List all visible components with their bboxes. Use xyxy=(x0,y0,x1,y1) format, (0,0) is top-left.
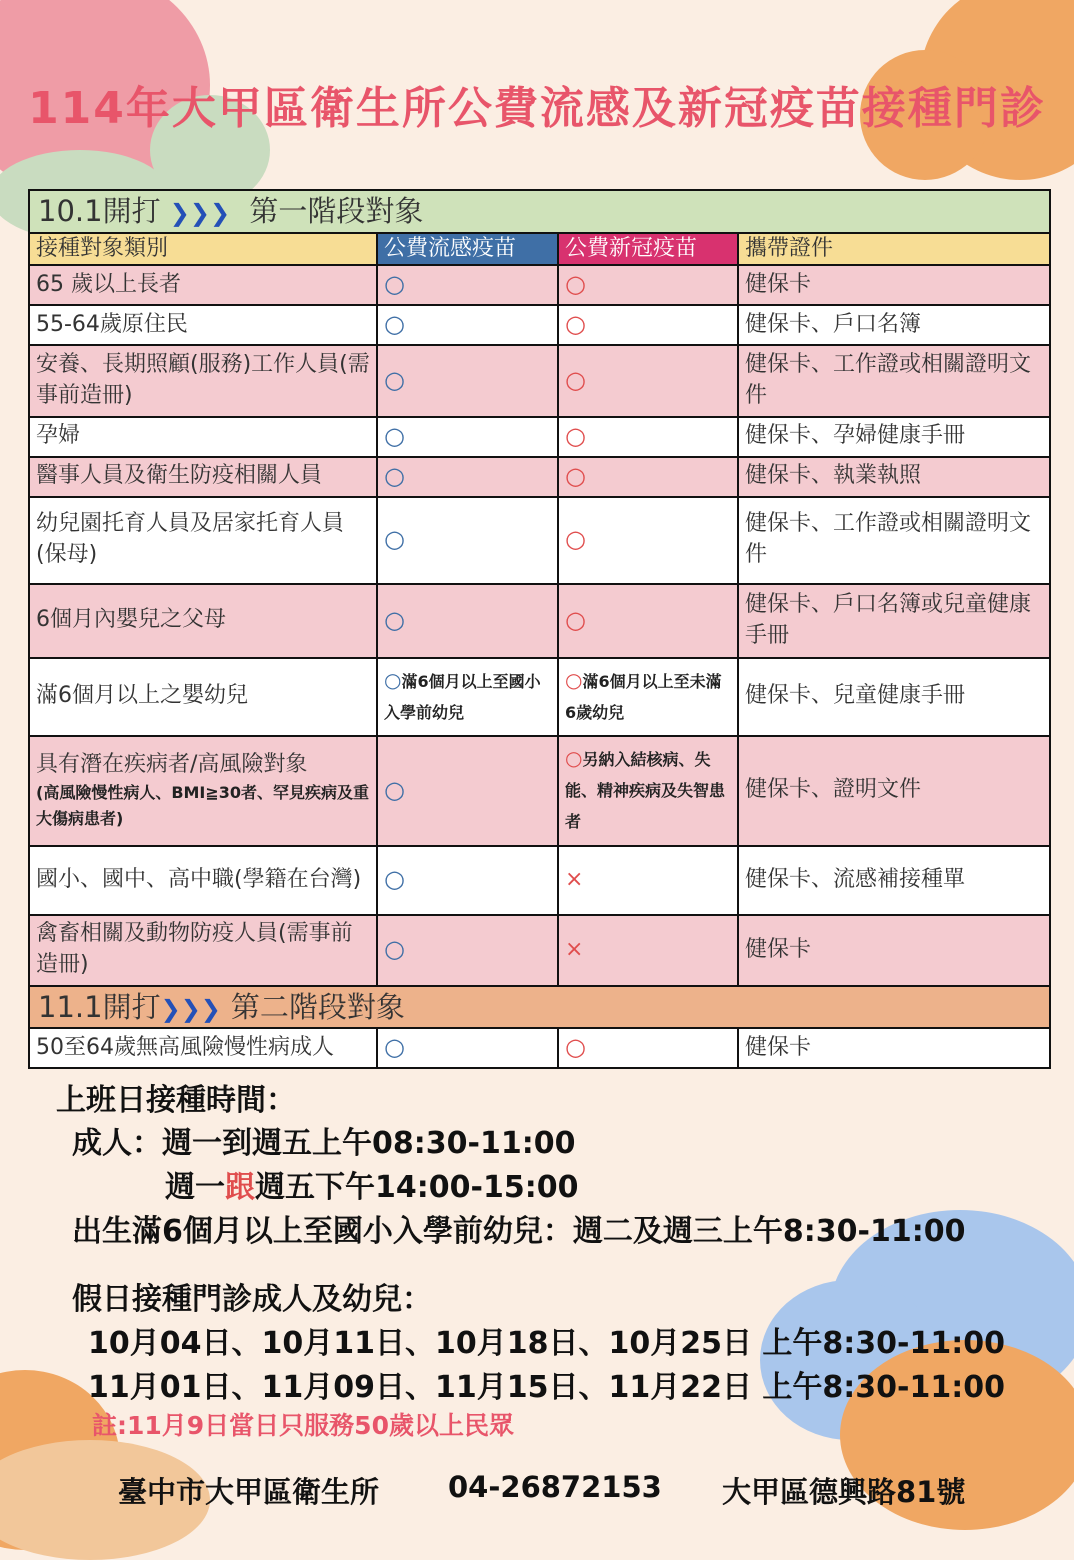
flu-cell xyxy=(377,1028,558,1068)
documents-cell: 健保卡、流感補接種單 xyxy=(738,846,1050,915)
documents-cell: 健保卡 xyxy=(738,1028,1050,1068)
flu-cell xyxy=(377,584,558,658)
flu-eligible-mark: ○ xyxy=(384,525,405,554)
category-label: 安養、長期照顧(服務)工作人員(需事前造冊) xyxy=(36,352,370,408)
flu-cell xyxy=(377,736,558,846)
flu-cell xyxy=(377,345,558,417)
table-row xyxy=(29,345,1050,417)
header-documents: 攜帶證件 xyxy=(738,233,1050,266)
category-cell xyxy=(29,345,377,417)
stage2-cell xyxy=(29,986,1050,1029)
covid-cell xyxy=(558,736,738,846)
covid-ineligible-mark: × xyxy=(565,936,584,962)
covid-note: 滿6個月以上至未滿6歲幼兒 xyxy=(565,671,722,722)
stage1-header-row xyxy=(29,190,1050,233)
table-row xyxy=(29,305,1050,345)
covid-cell xyxy=(558,305,738,345)
documents-cell: 健保卡、工作證或相關證明文件 xyxy=(738,497,1050,584)
covid-cell xyxy=(558,265,738,305)
header-covid-vaccine: 公費新冠疫苗 xyxy=(558,233,738,266)
documents-cell: 健保卡、兒童健康手冊 xyxy=(738,658,1050,736)
adult-label: 成人： xyxy=(72,1126,162,1161)
category-label: 55-64歲原住民 xyxy=(36,311,188,337)
covid-eligible-mark: ○ xyxy=(565,605,586,634)
table-row xyxy=(29,417,1050,457)
adult-time-2a: 週一 xyxy=(165,1170,225,1205)
covid-cell xyxy=(558,915,738,986)
category-cell xyxy=(29,305,377,345)
table-row xyxy=(29,497,1050,584)
flu-eligible-mark: ○ xyxy=(384,865,405,894)
category-cell xyxy=(29,457,377,497)
covid-cell xyxy=(558,1028,738,1068)
table-row xyxy=(29,584,1050,658)
table-row xyxy=(29,846,1050,915)
stage2-header-row xyxy=(29,986,1050,1029)
covid-eligible-mark: ○ xyxy=(565,667,583,692)
documents-cell: 健保卡 xyxy=(738,265,1050,305)
adult-time-2b: 跟 xyxy=(225,1170,255,1205)
covid-cell xyxy=(558,584,738,658)
footer-phone: 04-26872153 xyxy=(448,1470,662,1504)
stage2-date: 11.1開打 xyxy=(38,989,161,1024)
documents-cell: 健保卡、工作證或相關證明文件 xyxy=(738,345,1050,417)
flu-eligible-mark: ○ xyxy=(384,605,405,634)
flu-eligible-mark: ○ xyxy=(384,461,405,490)
covid-cell xyxy=(558,846,738,915)
flu-note: 滿6個月以上至國小入學前幼兒 xyxy=(384,671,541,722)
category-label: 50至64歲無高風險慢性病成人 xyxy=(36,1034,334,1060)
holiday-note: 註:11月9日當日只服務50歲以上民眾 xyxy=(92,1411,514,1440)
category-cell xyxy=(29,584,377,658)
documents-cell: 健保卡、執業執照 xyxy=(738,457,1050,497)
covid-cell xyxy=(558,497,738,584)
page-title: 114年大甲區衛生所公費流感及新冠疫苗接種門診 xyxy=(28,83,1046,134)
flu-eligible-mark: ○ xyxy=(384,421,405,450)
covid-note: 另納入結核病、失能、精神疾病及失智患者 xyxy=(565,750,726,831)
flu-eligible-mark: ○ xyxy=(384,667,402,692)
adult-time-1: 週一到週五上午08:30-11:00 xyxy=(162,1126,576,1161)
category-note: (高風險慢性病人、BMI≧30者、罕見疾病及重大傷病患者) xyxy=(36,783,370,828)
category-label: 醫事人員及衛生防疫相關人員 xyxy=(36,463,323,489)
flu-cell xyxy=(377,497,558,584)
header-category: 接種對象類別 xyxy=(29,233,377,266)
footer-address: 大甲區德興路81號 xyxy=(722,1475,966,1509)
child-schedule-line: 出生滿6個月以上至國小入學前幼兒：週二及週三上午8:30-11:00 xyxy=(72,1214,966,1249)
flu-eligible-mark: ○ xyxy=(384,270,405,299)
category-label: 6個月內嬰兒之父母 xyxy=(36,607,226,633)
vaccine-eligibility-table xyxy=(28,189,1051,1069)
category-label: 具有潛在疾病者/高風險對象 xyxy=(36,751,308,777)
flu-cell xyxy=(377,457,558,497)
category-label: 孕婦 xyxy=(36,423,81,449)
flu-eligible-mark: ○ xyxy=(384,1033,405,1062)
flu-cell xyxy=(377,658,558,736)
category-cell xyxy=(29,1028,377,1068)
flu-eligible-mark: ○ xyxy=(384,310,405,339)
category-cell xyxy=(29,736,377,846)
holiday-dates-november: 11月01日、11月09日、11月15日、11月22日 上午8:30-11:00 xyxy=(88,1370,1005,1405)
covid-eligible-mark: ○ xyxy=(565,1033,586,1062)
category-label: 滿6個月以上之嬰幼兒 xyxy=(36,683,248,709)
covid-eligible-mark: ○ xyxy=(565,270,586,299)
header-flu-vaccine: 公費流感疫苗 xyxy=(377,233,558,266)
category-cell xyxy=(29,265,377,305)
flu-eligible-mark: ○ xyxy=(384,775,405,804)
category-cell xyxy=(29,915,377,986)
adult-schedule-line2 xyxy=(165,1162,578,1206)
flu-cell xyxy=(377,305,558,345)
table-row xyxy=(29,736,1050,846)
flu-cell xyxy=(377,417,558,457)
flu-cell xyxy=(377,846,558,915)
stage1-arrows-icon: ❯❯❯ xyxy=(169,199,231,227)
documents-cell: 健保卡 xyxy=(738,915,1050,986)
category-label: 65 歲以上長者 xyxy=(36,271,181,297)
category-label: 幼兒園托育人員及居家托育人員(保母) xyxy=(36,511,345,568)
stage1-date: 10.1開打 xyxy=(38,194,161,228)
table-row xyxy=(29,1028,1050,1068)
category-cell xyxy=(29,846,377,915)
covid-eligible-mark: ○ xyxy=(565,366,586,395)
covid-cell xyxy=(558,417,738,457)
footer-clinic-name: 臺中市大甲區衛生所 xyxy=(118,1475,380,1509)
documents-cell: 健保卡、孕婦健康手冊 xyxy=(738,417,1050,457)
covid-eligible-mark: ○ xyxy=(565,310,586,339)
stage2-label: 第二階段對象 xyxy=(230,989,405,1024)
covid-eligible-mark: ○ xyxy=(565,421,586,450)
category-label: 國小、國中、高中職(學籍在台灣) xyxy=(36,866,362,892)
covid-cell xyxy=(558,457,738,497)
table-row xyxy=(29,915,1050,986)
category-label: 禽畜相關及動物防疫人員(需事前造冊) xyxy=(36,921,353,978)
adult-schedule-line1 xyxy=(72,1118,575,1162)
category-cell xyxy=(29,417,377,457)
holiday-dates-october: 10月04日、10月11日、10月18日、10月25日 上午8:30-11:00 xyxy=(88,1326,1005,1361)
category-cell xyxy=(29,497,377,584)
documents-cell: 健保卡、戶口名簿或兒童健康手冊 xyxy=(738,584,1050,658)
stage1-label: 第一階段對象 xyxy=(249,194,424,228)
covid-cell xyxy=(558,345,738,417)
category-cell xyxy=(29,658,377,736)
adult-time-2c: 週五下午14:00-15:00 xyxy=(255,1170,579,1205)
covid-cell xyxy=(558,658,738,736)
stage2-arrows-icon: ❯❯❯ xyxy=(160,994,221,1023)
weekday-schedule-title: 上班日接種時間： xyxy=(56,1083,296,1118)
table-row xyxy=(29,265,1050,305)
covid-eligible-mark: ○ xyxy=(565,525,586,554)
table-row xyxy=(29,457,1050,497)
flu-cell xyxy=(377,265,558,305)
flu-cell xyxy=(377,915,558,986)
column-header-row xyxy=(29,233,1050,266)
covid-ineligible-mark: × xyxy=(565,866,584,892)
documents-cell: 健保卡、證明文件 xyxy=(738,736,1050,846)
table-row xyxy=(29,658,1050,736)
flu-eligible-mark: ○ xyxy=(384,366,405,395)
flu-eligible-mark: ○ xyxy=(384,935,405,964)
stage1-cell xyxy=(29,190,1050,233)
holiday-schedule-title: 假日接種門診成人及幼兒： xyxy=(72,1282,432,1317)
covid-eligible-mark: ○ xyxy=(565,746,583,771)
documents-cell: 健保卡、戶口名簿 xyxy=(738,305,1050,345)
covid-eligible-mark: ○ xyxy=(565,461,586,490)
